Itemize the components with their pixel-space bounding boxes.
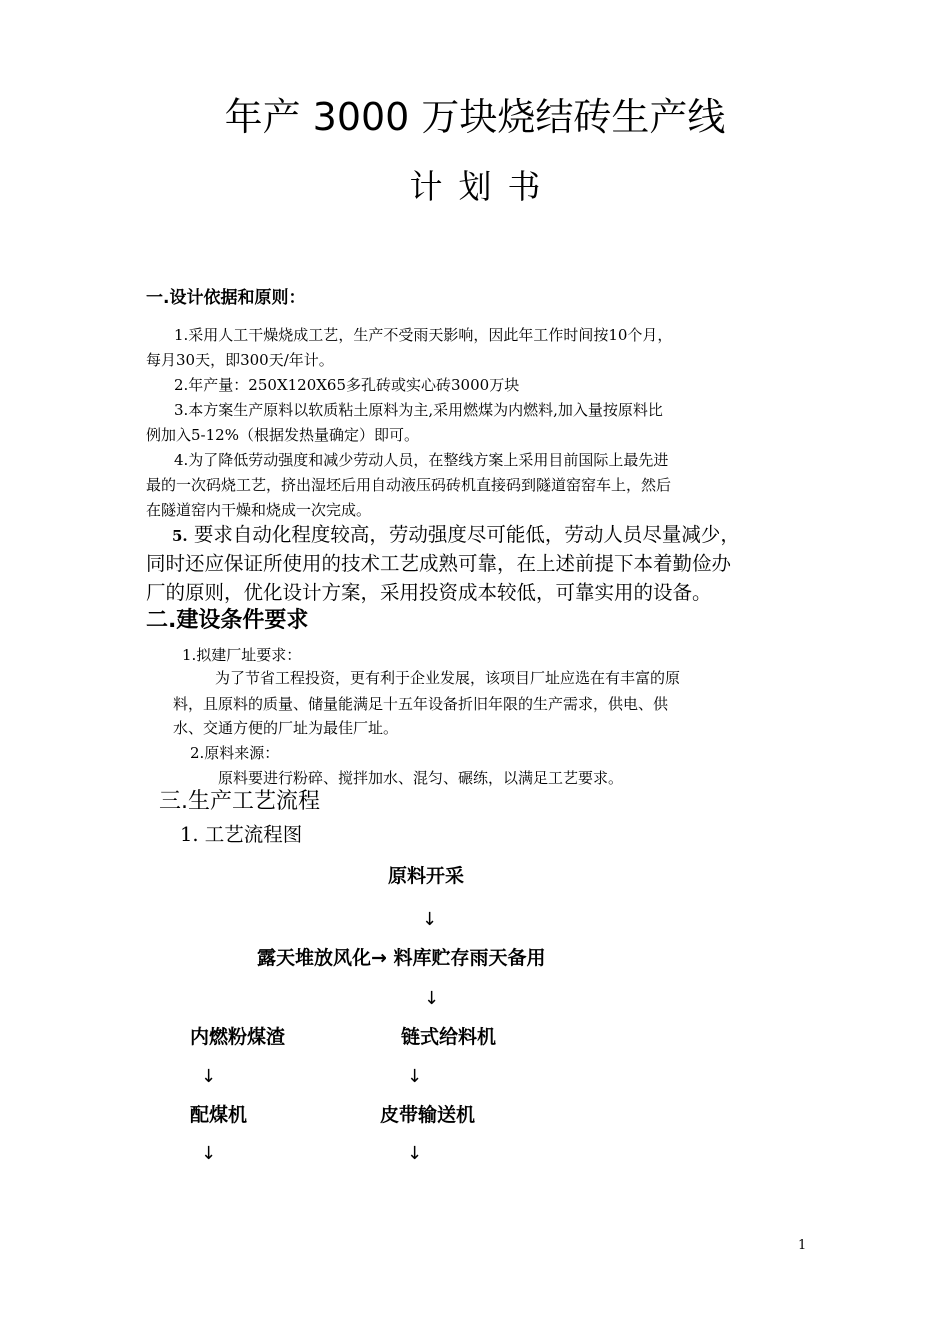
section2-sub1-line1: 为了节省工程投资，更有利于企业发展，该项目厂址应选在有丰富的原 bbox=[215, 669, 681, 687]
flow-step-chain-feeder: 链式给料机 bbox=[401, 1026, 497, 1048]
section1-item4-line1: 4.为了降低劳动强度和减少劳动人员，在整线方案上采用目前国际上最先进 bbox=[174, 451, 669, 469]
section1-item1-line1: 1.采用人工干燥烧成工艺，生产不受雨天影响，因此年工作时间按10个月， bbox=[174, 326, 673, 344]
page-number: 1 bbox=[798, 1238, 807, 1253]
document-subtitle: 计划书 bbox=[409, 167, 557, 206]
section1-item5-text: 要求自动化程度较高，劳动强度尽可能低，劳动人员尽量减少， bbox=[193, 523, 740, 546]
section1-item4-line3: 在隧道窑内干燥和烧成一次完成。 bbox=[146, 501, 372, 519]
section3-heading: 三.生产工艺流程 bbox=[159, 789, 320, 814]
section1-item5-line1 bbox=[172, 520, 740, 551]
flow-arrow-down-icon: ↓ bbox=[201, 1066, 217, 1087]
section2-sub1-heading: 1.拟建厂址要求： bbox=[182, 646, 302, 664]
section2-sub1-line2: 料，且原料的质量、储量能满足十五年设备折旧年限的生产需求，供电、供 bbox=[173, 695, 669, 713]
flow-step-coal-slag: 内燃粉煤渣 bbox=[190, 1026, 286, 1048]
document-title: 年产 3000 万块烧结砖生产线 bbox=[224, 95, 726, 139]
section2-heading: 二.建设条件要求 bbox=[146, 608, 309, 633]
section1-item1-line2: 每月30天，即300天/年计。 bbox=[146, 351, 334, 369]
section1-item2: 2.年产量：250X120X65多孔砖或实心砖3000万块 bbox=[174, 376, 520, 394]
section1-item5-number: 5. bbox=[172, 527, 188, 545]
flow-step-coal-mixer: 配煤机 bbox=[190, 1104, 248, 1126]
section1-item4-line2: 最的一次码烧工艺，挤出湿坯后用自动液压码砖机直接码到隧道窑窑车上，然后 bbox=[146, 476, 672, 494]
section1-item5-line3: 厂的原则，优化设计方案，采用投资成本较低，可靠实用的设备。 bbox=[146, 581, 712, 604]
section1-item3-line1: 3.本方案生产原料以软质粘土原料为主,采用燃煤为内燃料,加入量按原料比 bbox=[174, 401, 663, 419]
flow-arrow-down-icon: ↓ bbox=[422, 909, 438, 930]
flow-arrow-down-icon: ↓ bbox=[424, 988, 440, 1009]
flow-arrow-down-icon: ↓ bbox=[407, 1143, 423, 1164]
flow-arrow-down-icon: ↓ bbox=[201, 1143, 217, 1164]
flow-step-weathering-storage: 露天堆放风化→ 料库贮存雨天备用 bbox=[257, 947, 546, 969]
section2-sub2-line1: 原料要进行粉碎、搅拌加水、混匀、碾练，以满足工艺要求。 bbox=[218, 769, 624, 787]
section2-sub2-heading: 2.原料来源： bbox=[190, 744, 280, 762]
section3-sub1: 1. 工艺流程图 bbox=[180, 823, 303, 846]
section1-item5-line2: 同时还应保证所使用的技术工艺成熟可靠，在上述前提下本着勤俭办 bbox=[146, 552, 732, 575]
flow-step-belt-conveyor: 皮带输送机 bbox=[380, 1104, 476, 1126]
flow-arrow-down-icon: ↓ bbox=[407, 1066, 423, 1087]
section1-item3-line2: 例加入5-12%（根据发热量确定）即可。 bbox=[146, 426, 419, 444]
flow-step-raw-material-mining: 原料开采 bbox=[388, 865, 465, 887]
section1-heading: 一.设计依据和原则： bbox=[146, 288, 306, 308]
section2-sub1-line3: 水、交通方便的厂址为最佳厂址。 bbox=[173, 719, 399, 737]
